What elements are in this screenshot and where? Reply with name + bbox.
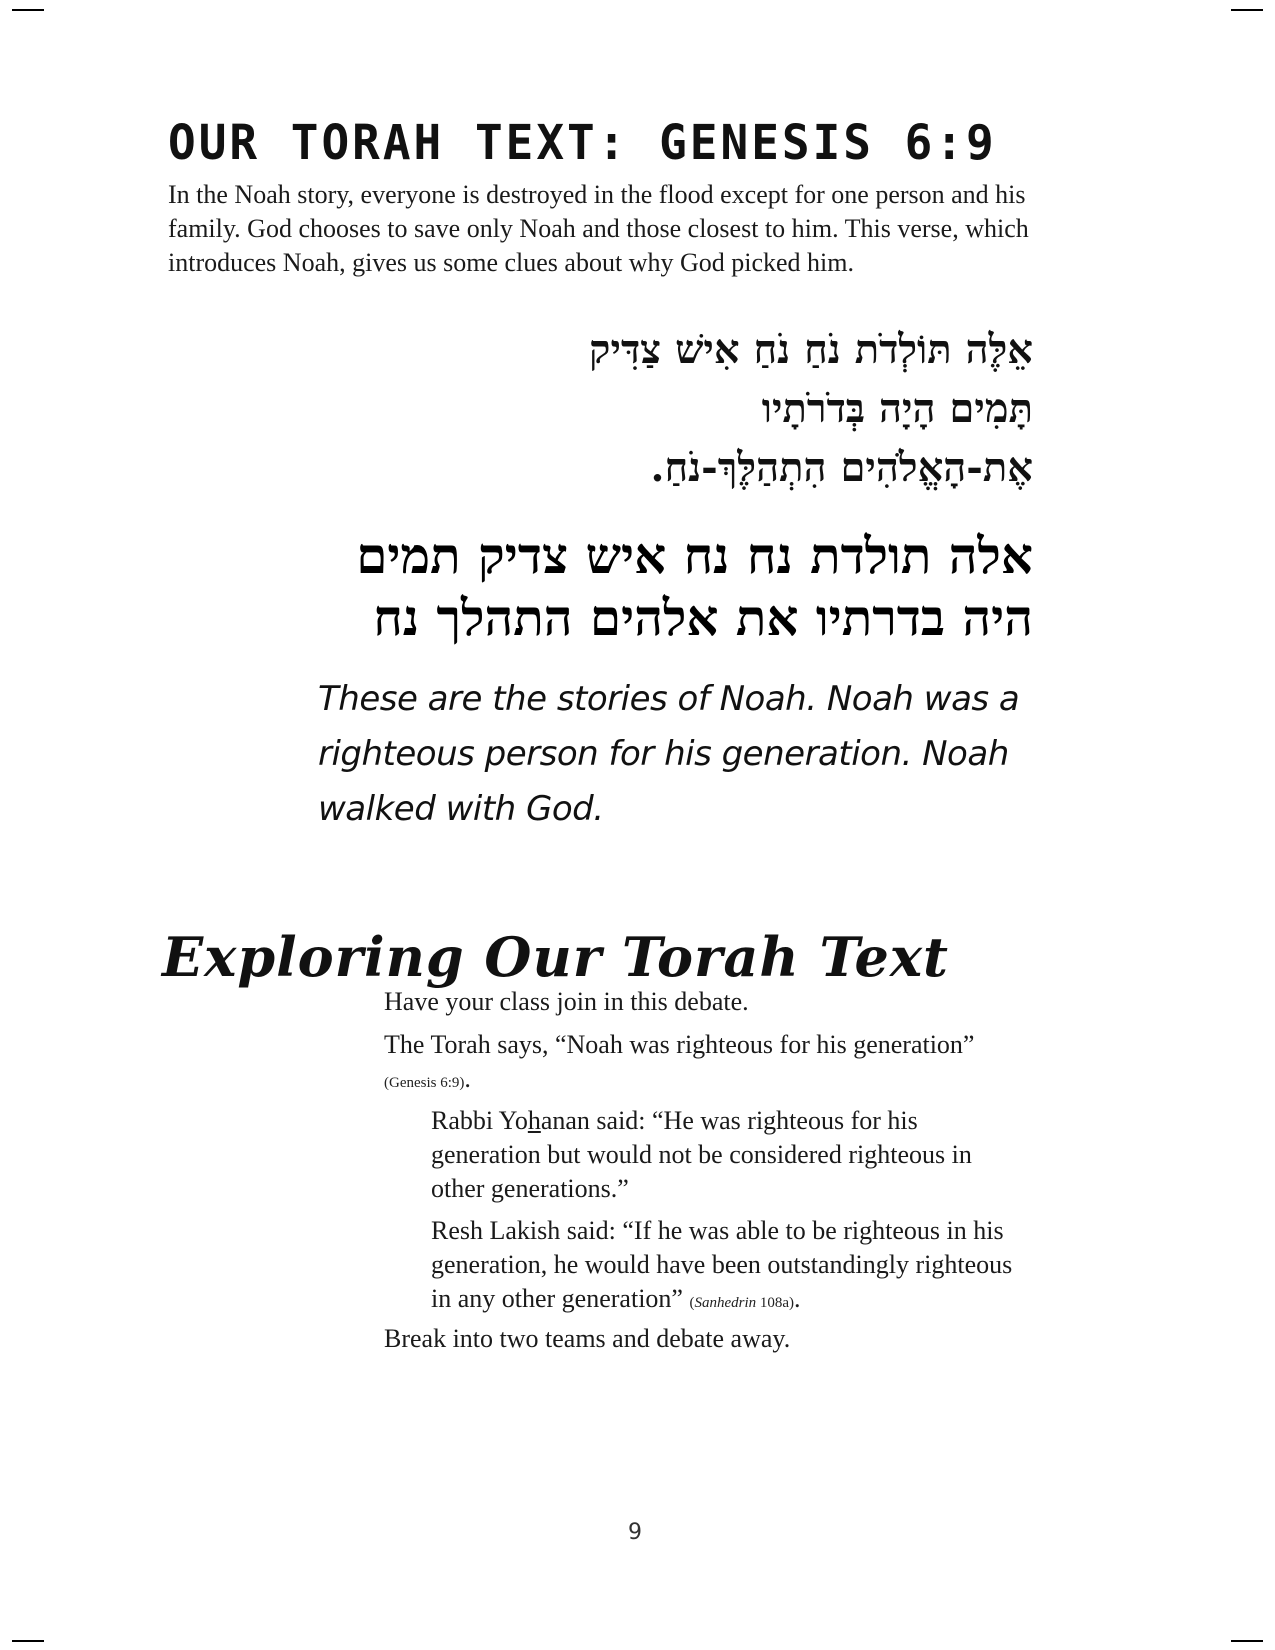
rabbi-yohanan-quote: [431, 1104, 1031, 1206]
cite-open-paren: (: [689, 1295, 695, 1311]
debate-intro: Have your class join in this debate.: [384, 987, 749, 1016]
hebrew-vocalized-line: אֶת-הָאֱלֹהִים הִתְהַלֶּךְ-נֹחַ.: [650, 444, 1033, 491]
quote2-text: Resh Lakish said: “If he was able to be righteous in his generation, he would have been outstandingly righteous in any other generation”: [431, 1216, 1013, 1313]
torah-quote-paragraph: [384, 1028, 1024, 1100]
closing-instruction: Break into two teams and debate away.: [384, 1324, 791, 1353]
torah-quote-text: The Torah says, “Noah was righteous for his generation”: [384, 1030, 975, 1059]
crop-mark-bottom-left: [12, 1640, 44, 1642]
quote1-underlined-letter: h: [527, 1106, 541, 1135]
cite-tractate: Sanhedrin: [694, 1295, 757, 1311]
crop-mark-bottom-right: [1231, 1640, 1263, 1642]
english-translation: These are the stories of Noah. Noah was a righteous person for his generation. Noah walked with God.: [318, 679, 1020, 829]
crop-mark-top-right: [1231, 9, 1263, 11]
crop-mark-top-left: [12, 9, 44, 11]
torah-citation: (Genesis 6:9): [384, 1075, 465, 1091]
page-title: OUR TORAH TEXT: GENESIS 6:9: [168, 113, 997, 171]
citation-period: .: [464, 1064, 471, 1093]
hebrew-vocalized-line: תָּמִים הָיָה בְּדֹרֹתָיו: [761, 385, 1033, 432]
hebrew-torah-line: היה בדרתיו את אלהים התהלך נח: [373, 588, 1033, 647]
sanhedrin-citation: [689, 1295, 794, 1311]
quote1-suffix: anan said: “He was righteous for his generation but would not be considered righteous in other generations.”: [431, 1106, 972, 1203]
cite-folio: 108a): [756, 1295, 795, 1311]
quote1-prefix: Rabbi Yo: [431, 1106, 528, 1135]
quote2-period: .: [794, 1284, 801, 1313]
hebrew-torah-line: אלה תולדת נח נח איש צדיק תמים: [356, 526, 1033, 585]
hebrew-verse-torah-script: [273, 525, 1033, 649]
hebrew-verse-vocalized: [473, 320, 1033, 497]
page-number: 9: [628, 1520, 642, 1545]
hebrew-vocalized-line: אֵלֶּה תּוֹלְדֹת נֹחַ נֹחַ אִישׁ צַדִּיק: [589, 326, 1033, 373]
intro-paragraph: In the Noah story, everyone is destroyed in the flood except for one person and his family. God chooses to save only Noah and those closest to him. This verse, which introduces Noah, gives us some clues about why God picked him.: [168, 180, 1029, 277]
section-heading: Exploring Our Torah Text: [162, 925, 949, 989]
resh-lakish-quote: [431, 1214, 1031, 1320]
